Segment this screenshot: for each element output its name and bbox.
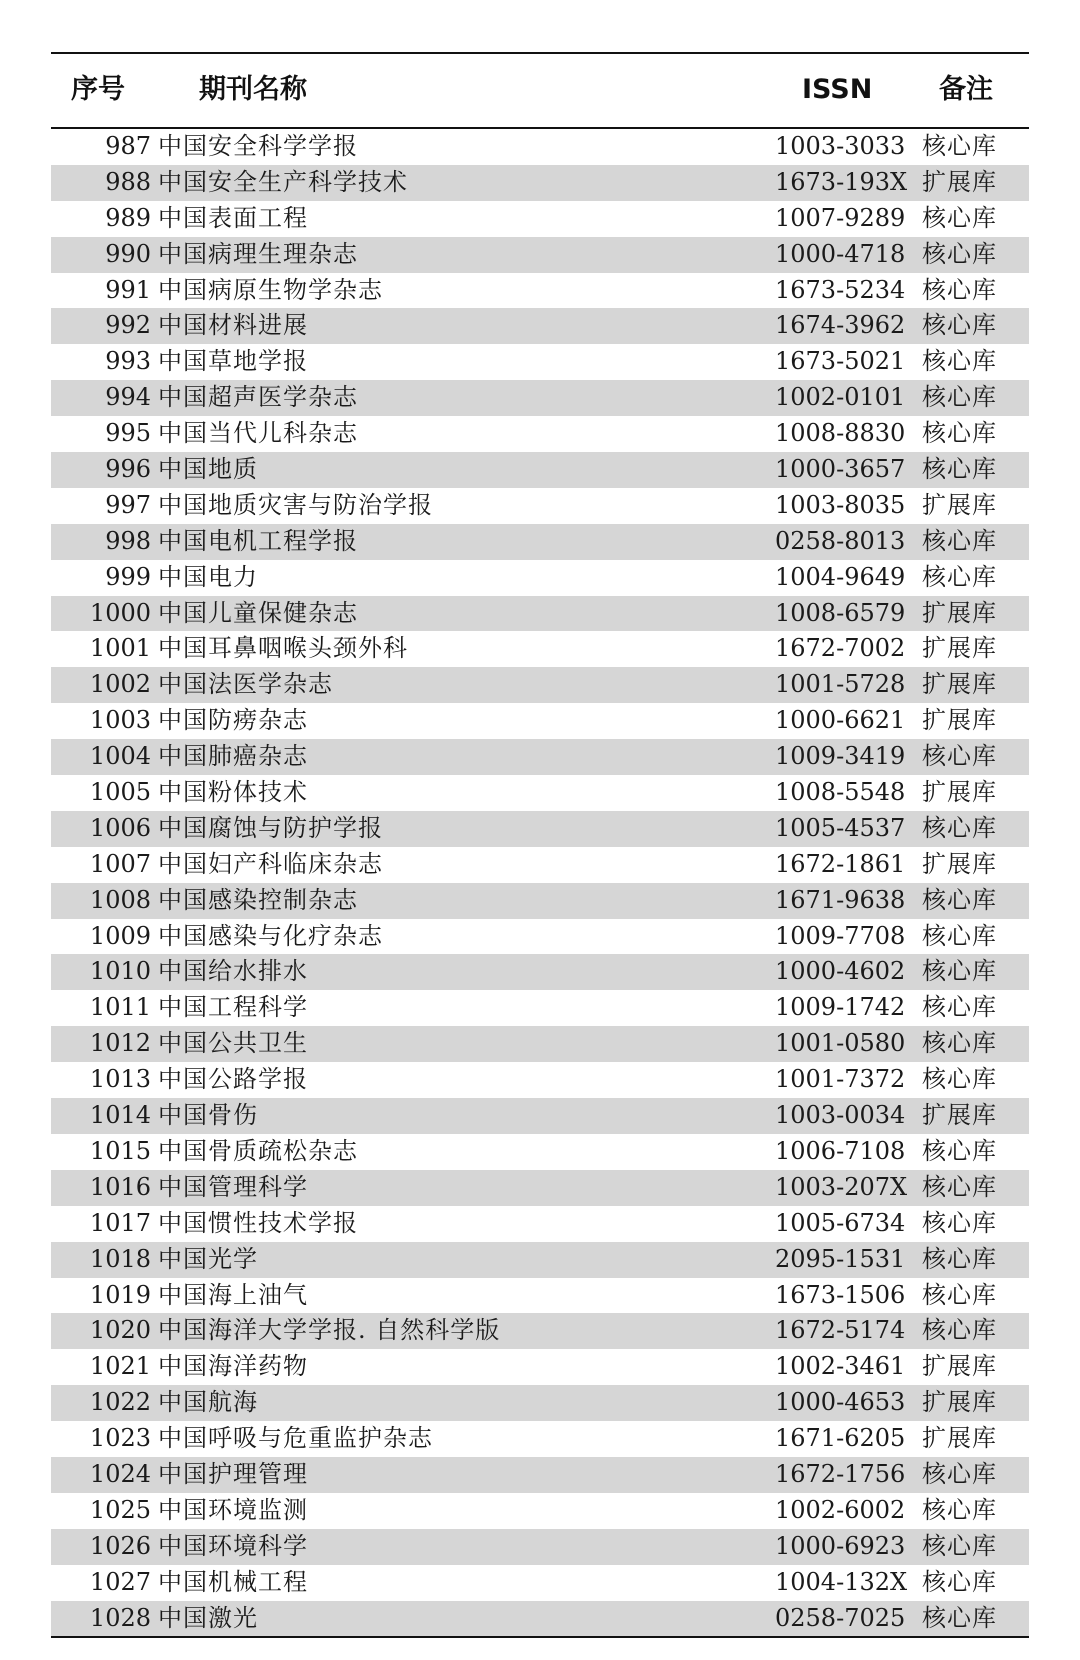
row-note: 核心库 xyxy=(922,1567,997,1596)
row-seq: 1000 xyxy=(89,598,151,627)
row-note: 核心库 xyxy=(922,132,997,160)
table-row xyxy=(51,954,1029,990)
row-journal-name: 中国海上油气 xyxy=(158,1280,308,1309)
row-issn: 1673-193X xyxy=(775,167,908,196)
row-note: 扩展库 xyxy=(922,598,997,627)
row-seq: 1002 xyxy=(89,670,151,699)
row-issn: 1007-9289 xyxy=(775,203,906,232)
row-journal-name: 中国粉体技术 xyxy=(158,778,308,807)
table-row xyxy=(51,1493,1029,1529)
table-row xyxy=(51,1206,1029,1242)
row-note: 核心库 xyxy=(922,203,997,232)
table-row xyxy=(51,1421,1029,1457)
row-seq: 998 xyxy=(105,526,151,555)
row-note: 核心库 xyxy=(922,1459,997,1488)
row-journal-name: 中国材料进展 xyxy=(158,311,308,340)
table-row xyxy=(51,703,1029,739)
row-seq: 1001 xyxy=(89,634,151,663)
table-row xyxy=(51,847,1029,883)
row-issn: 1000-4602 xyxy=(775,957,906,986)
row-note: 扩展库 xyxy=(922,167,997,196)
row-issn: 1001-5728 xyxy=(775,670,906,699)
row-journal-name: 中国儿童保健杂志 xyxy=(158,598,358,627)
row-issn: 1673-1506 xyxy=(775,1280,906,1309)
row-issn: 1008-5548 xyxy=(775,778,906,807)
row-seq: 994 xyxy=(105,383,151,412)
row-note: 核心库 xyxy=(922,275,997,304)
row-journal-name: 中国呼吸与危重监护杂志 xyxy=(158,1424,433,1453)
row-note: 扩展库 xyxy=(922,634,997,663)
row-journal-name: 中国环境科学 xyxy=(158,1531,308,1560)
row-journal-name: 中国当代儿科杂志 xyxy=(158,419,358,448)
row-note: 扩展库 xyxy=(922,849,997,878)
row-seq: 1021 xyxy=(89,1352,151,1381)
row-note: 核心库 xyxy=(922,347,997,376)
row-seq: 1018 xyxy=(89,1244,151,1273)
row-issn: 1009-7708 xyxy=(775,921,906,950)
row-note: 核心库 xyxy=(922,1136,997,1165)
table-row xyxy=(51,1385,1029,1421)
row-issn: 1000-6621 xyxy=(775,706,906,735)
row-note: 扩展库 xyxy=(922,1352,997,1381)
row-seq: 995 xyxy=(105,419,151,448)
row-seq: 1005 xyxy=(89,778,151,807)
row-issn: 1673-5021 xyxy=(775,347,906,376)
header-issn: ISSN xyxy=(802,74,873,105)
row-note: 核心库 xyxy=(922,1029,997,1058)
table-row xyxy=(51,308,1029,344)
row-issn: 1004-9649 xyxy=(775,562,906,591)
row-note: 核心库 xyxy=(922,455,997,484)
row-seq: 996 xyxy=(105,455,151,484)
table-row xyxy=(51,1278,1029,1314)
row-journal-name: 中国航海 xyxy=(158,1388,258,1417)
row-note: 核心库 xyxy=(922,993,997,1022)
table-row xyxy=(51,739,1029,775)
row-seq: 1019 xyxy=(89,1280,151,1309)
row-note: 扩展库 xyxy=(922,1101,997,1130)
table-row xyxy=(51,1529,1029,1565)
table-row xyxy=(51,1098,1029,1134)
row-journal-name: 中国海洋药物 xyxy=(158,1352,308,1381)
row-issn: 1671-9638 xyxy=(775,885,906,914)
row-issn: 1672-1756 xyxy=(775,1459,906,1488)
table-row xyxy=(51,883,1029,919)
row-seq: 1003 xyxy=(89,706,151,735)
row-issn: 1003-207X xyxy=(775,1172,908,1201)
row-issn: 1003-8035 xyxy=(775,490,906,519)
row-seq: 988 xyxy=(105,167,151,196)
table-row xyxy=(51,775,1029,811)
row-journal-name: 中国防痨杂志 xyxy=(158,706,308,735)
table-row xyxy=(51,1565,1029,1601)
row-note: 核心库 xyxy=(922,1603,997,1632)
row-seq: 987 xyxy=(105,132,151,160)
row-note: 核心库 xyxy=(922,885,997,914)
row-seq: 1007 xyxy=(89,849,151,878)
row-journal-name: 中国惯性技术学报 xyxy=(158,1208,358,1237)
table-row xyxy=(51,488,1029,524)
row-note: 扩展库 xyxy=(922,1388,997,1417)
row-issn: 1000-4653 xyxy=(775,1388,906,1417)
row-note: 核心库 xyxy=(922,1244,997,1273)
row-seq: 990 xyxy=(105,239,151,268)
row-seq: 1013 xyxy=(89,1065,151,1094)
table-row xyxy=(51,1170,1029,1206)
table-row xyxy=(51,596,1029,632)
row-issn: 1001-7372 xyxy=(775,1065,906,1094)
row-issn: 1672-5174 xyxy=(775,1316,906,1345)
row-seq: 993 xyxy=(105,347,151,376)
row-seq: 1008 xyxy=(89,885,151,914)
row-journal-name: 中国地质灾害与防治学报 xyxy=(158,490,433,519)
table-row xyxy=(51,1026,1029,1062)
table-row xyxy=(51,1457,1029,1493)
row-journal-name: 中国管理科学 xyxy=(158,1172,308,1201)
row-journal-name: 中国妇产科临床杂志 xyxy=(158,849,383,878)
table-row xyxy=(51,990,1029,1026)
row-issn: 1003-3033 xyxy=(775,132,906,160)
row-journal-name: 中国耳鼻咽喉头颈外科 xyxy=(158,634,408,663)
table-row xyxy=(51,237,1029,273)
row-seq: 1022 xyxy=(89,1388,151,1417)
row-note: 扩展库 xyxy=(922,778,997,807)
row-seq: 1028 xyxy=(89,1603,151,1632)
table-row xyxy=(51,1601,1029,1637)
row-note: 核心库 xyxy=(922,383,997,412)
table-row xyxy=(51,667,1029,703)
row-note: 核心库 xyxy=(922,1280,997,1309)
row-note: 核心库 xyxy=(922,813,997,842)
row-issn: 0258-7025 xyxy=(775,1603,906,1632)
row-journal-name: 中国公路学报 xyxy=(158,1065,308,1094)
bottom-rule xyxy=(51,1636,1029,1638)
row-note: 扩展库 xyxy=(922,1424,997,1453)
table-row xyxy=(51,416,1029,452)
row-issn: 1671-6205 xyxy=(775,1424,906,1453)
row-journal-name: 中国给水排水 xyxy=(158,957,308,986)
row-journal-name: 中国感染与化疗杂志 xyxy=(158,921,383,950)
table-row xyxy=(51,165,1029,201)
row-note: 核心库 xyxy=(922,1208,997,1237)
row-issn: 1002-3461 xyxy=(775,1352,906,1381)
row-issn: 1672-1861 xyxy=(775,849,906,878)
row-seq: 997 xyxy=(105,490,151,519)
row-seq: 1011 xyxy=(89,993,151,1022)
row-journal-name: 中国公共卫生 xyxy=(158,1029,308,1058)
table-row xyxy=(51,380,1029,416)
row-journal-name: 中国安全生产科学技术 xyxy=(158,167,408,196)
row-journal-name: 中国草地学报 xyxy=(158,347,308,376)
table-row xyxy=(51,1349,1029,1385)
header-name: 期刊名称 xyxy=(199,74,307,105)
row-issn: 1003-0034 xyxy=(775,1101,906,1130)
row-note: 扩展库 xyxy=(922,490,997,519)
row-seq: 1023 xyxy=(89,1424,151,1453)
row-note: 扩展库 xyxy=(922,706,997,735)
table-row xyxy=(51,524,1029,560)
row-note: 核心库 xyxy=(922,1531,997,1560)
row-note: 核心库 xyxy=(922,742,997,771)
row-journal-name: 中国表面工程 xyxy=(158,203,308,232)
table-row xyxy=(51,452,1029,488)
row-issn: 1004-132X xyxy=(775,1567,908,1596)
table-row xyxy=(51,344,1029,380)
row-note: 核心库 xyxy=(922,526,997,555)
row-journal-name: 中国工程科学 xyxy=(158,993,308,1022)
row-journal-name: 中国环境监测 xyxy=(158,1495,308,1524)
row-seq: 999 xyxy=(105,562,151,591)
table-row xyxy=(51,201,1029,237)
row-note: 核心库 xyxy=(922,311,997,340)
row-issn: 1009-3419 xyxy=(775,742,906,771)
row-issn: 1674-3962 xyxy=(775,311,906,340)
row-issn: 1001-0580 xyxy=(775,1029,906,1058)
row-note: 核心库 xyxy=(922,957,997,986)
journal-table xyxy=(51,52,1029,1638)
row-journal-name: 中国海洋大学学报. 自然科学版 xyxy=(158,1316,501,1345)
row-journal-name: 中国肺癌杂志 xyxy=(158,742,308,771)
row-journal-name: 中国骨伤 xyxy=(158,1101,258,1130)
row-seq: 1027 xyxy=(89,1567,151,1596)
row-journal-name: 中国感染控制杂志 xyxy=(158,885,358,914)
row-issn: 1006-7108 xyxy=(775,1136,906,1165)
row-journal-name: 中国超声医学杂志 xyxy=(158,383,358,412)
row-seq: 1012 xyxy=(89,1029,151,1058)
table-row xyxy=(51,919,1029,955)
row-note: 核心库 xyxy=(922,1316,997,1345)
row-note: 核心库 xyxy=(922,1172,997,1201)
table-row xyxy=(51,273,1029,309)
row-journal-name: 中国病理生理杂志 xyxy=(158,239,358,268)
row-journal-name: 中国病原生物学杂志 xyxy=(158,275,383,304)
row-note: 核心库 xyxy=(922,562,997,591)
table-header xyxy=(51,54,1029,127)
row-seq: 1016 xyxy=(89,1172,151,1201)
row-issn: 2095-1531 xyxy=(775,1244,906,1273)
row-issn: 1002-6002 xyxy=(775,1495,906,1524)
row-issn: 0258-8013 xyxy=(775,526,906,555)
row-seq: 1015 xyxy=(89,1136,151,1165)
row-issn: 1002-0101 xyxy=(775,383,906,412)
row-seq: 1014 xyxy=(89,1101,151,1130)
row-seq: 1026 xyxy=(89,1531,151,1560)
row-issn: 1005-4537 xyxy=(775,813,906,842)
row-issn: 1000-4718 xyxy=(775,239,906,268)
row-journal-name: 中国护理管理 xyxy=(158,1459,308,1488)
row-note: 核心库 xyxy=(922,419,997,448)
row-journal-name: 中国电机工程学报 xyxy=(158,526,358,555)
row-seq: 1025 xyxy=(89,1495,151,1524)
table-row xyxy=(51,1242,1029,1278)
row-journal-name: 中国机械工程 xyxy=(158,1567,308,1596)
table-body xyxy=(51,129,1029,1636)
row-issn: 1008-8830 xyxy=(775,419,906,448)
header-seq: 序号 xyxy=(71,74,125,105)
table-row xyxy=(51,560,1029,596)
row-journal-name: 中国激光 xyxy=(158,1603,258,1632)
row-seq: 1020 xyxy=(89,1316,151,1345)
row-seq: 1017 xyxy=(89,1208,151,1237)
row-seq: 1004 xyxy=(89,742,151,771)
row-issn: 1005-6734 xyxy=(775,1208,906,1237)
row-issn: 1672-7002 xyxy=(775,634,906,663)
table-row xyxy=(51,811,1029,847)
table-row xyxy=(51,1313,1029,1349)
row-note: 扩展库 xyxy=(922,670,997,699)
row-seq: 1006 xyxy=(89,813,151,842)
row-note: 核心库 xyxy=(922,1065,997,1094)
row-journal-name: 中国法医学杂志 xyxy=(158,670,333,699)
row-journal-name: 中国腐蚀与防护学报 xyxy=(158,813,383,842)
row-issn: 1000-3657 xyxy=(775,455,906,484)
header-note: 备注 xyxy=(939,74,993,105)
table-row xyxy=(51,631,1029,667)
table-row xyxy=(51,1062,1029,1098)
row-seq: 989 xyxy=(105,203,151,232)
row-journal-name: 中国骨质疏松杂志 xyxy=(158,1136,358,1165)
table-row xyxy=(51,129,1029,165)
row-seq: 991 xyxy=(105,275,151,304)
row-note: 核心库 xyxy=(922,1495,997,1524)
row-issn: 1008-6579 xyxy=(775,598,906,627)
row-issn: 1000-6923 xyxy=(775,1531,906,1560)
row-issn: 1673-5234 xyxy=(775,275,906,304)
row-journal-name: 中国安全科学学报 xyxy=(158,132,358,160)
row-seq: 992 xyxy=(105,311,151,340)
row-issn: 1009-1742 xyxy=(775,993,906,1022)
row-seq: 1009 xyxy=(89,921,151,950)
row-note: 核心库 xyxy=(922,239,997,268)
row-journal-name: 中国光学 xyxy=(158,1244,258,1273)
row-journal-name: 中国地质 xyxy=(158,455,258,484)
row-seq: 1024 xyxy=(89,1459,151,1488)
row-seq: 1010 xyxy=(89,957,151,986)
row-note: 核心库 xyxy=(922,921,997,950)
row-journal-name: 中国电力 xyxy=(158,562,258,591)
table-row xyxy=(51,1134,1029,1170)
